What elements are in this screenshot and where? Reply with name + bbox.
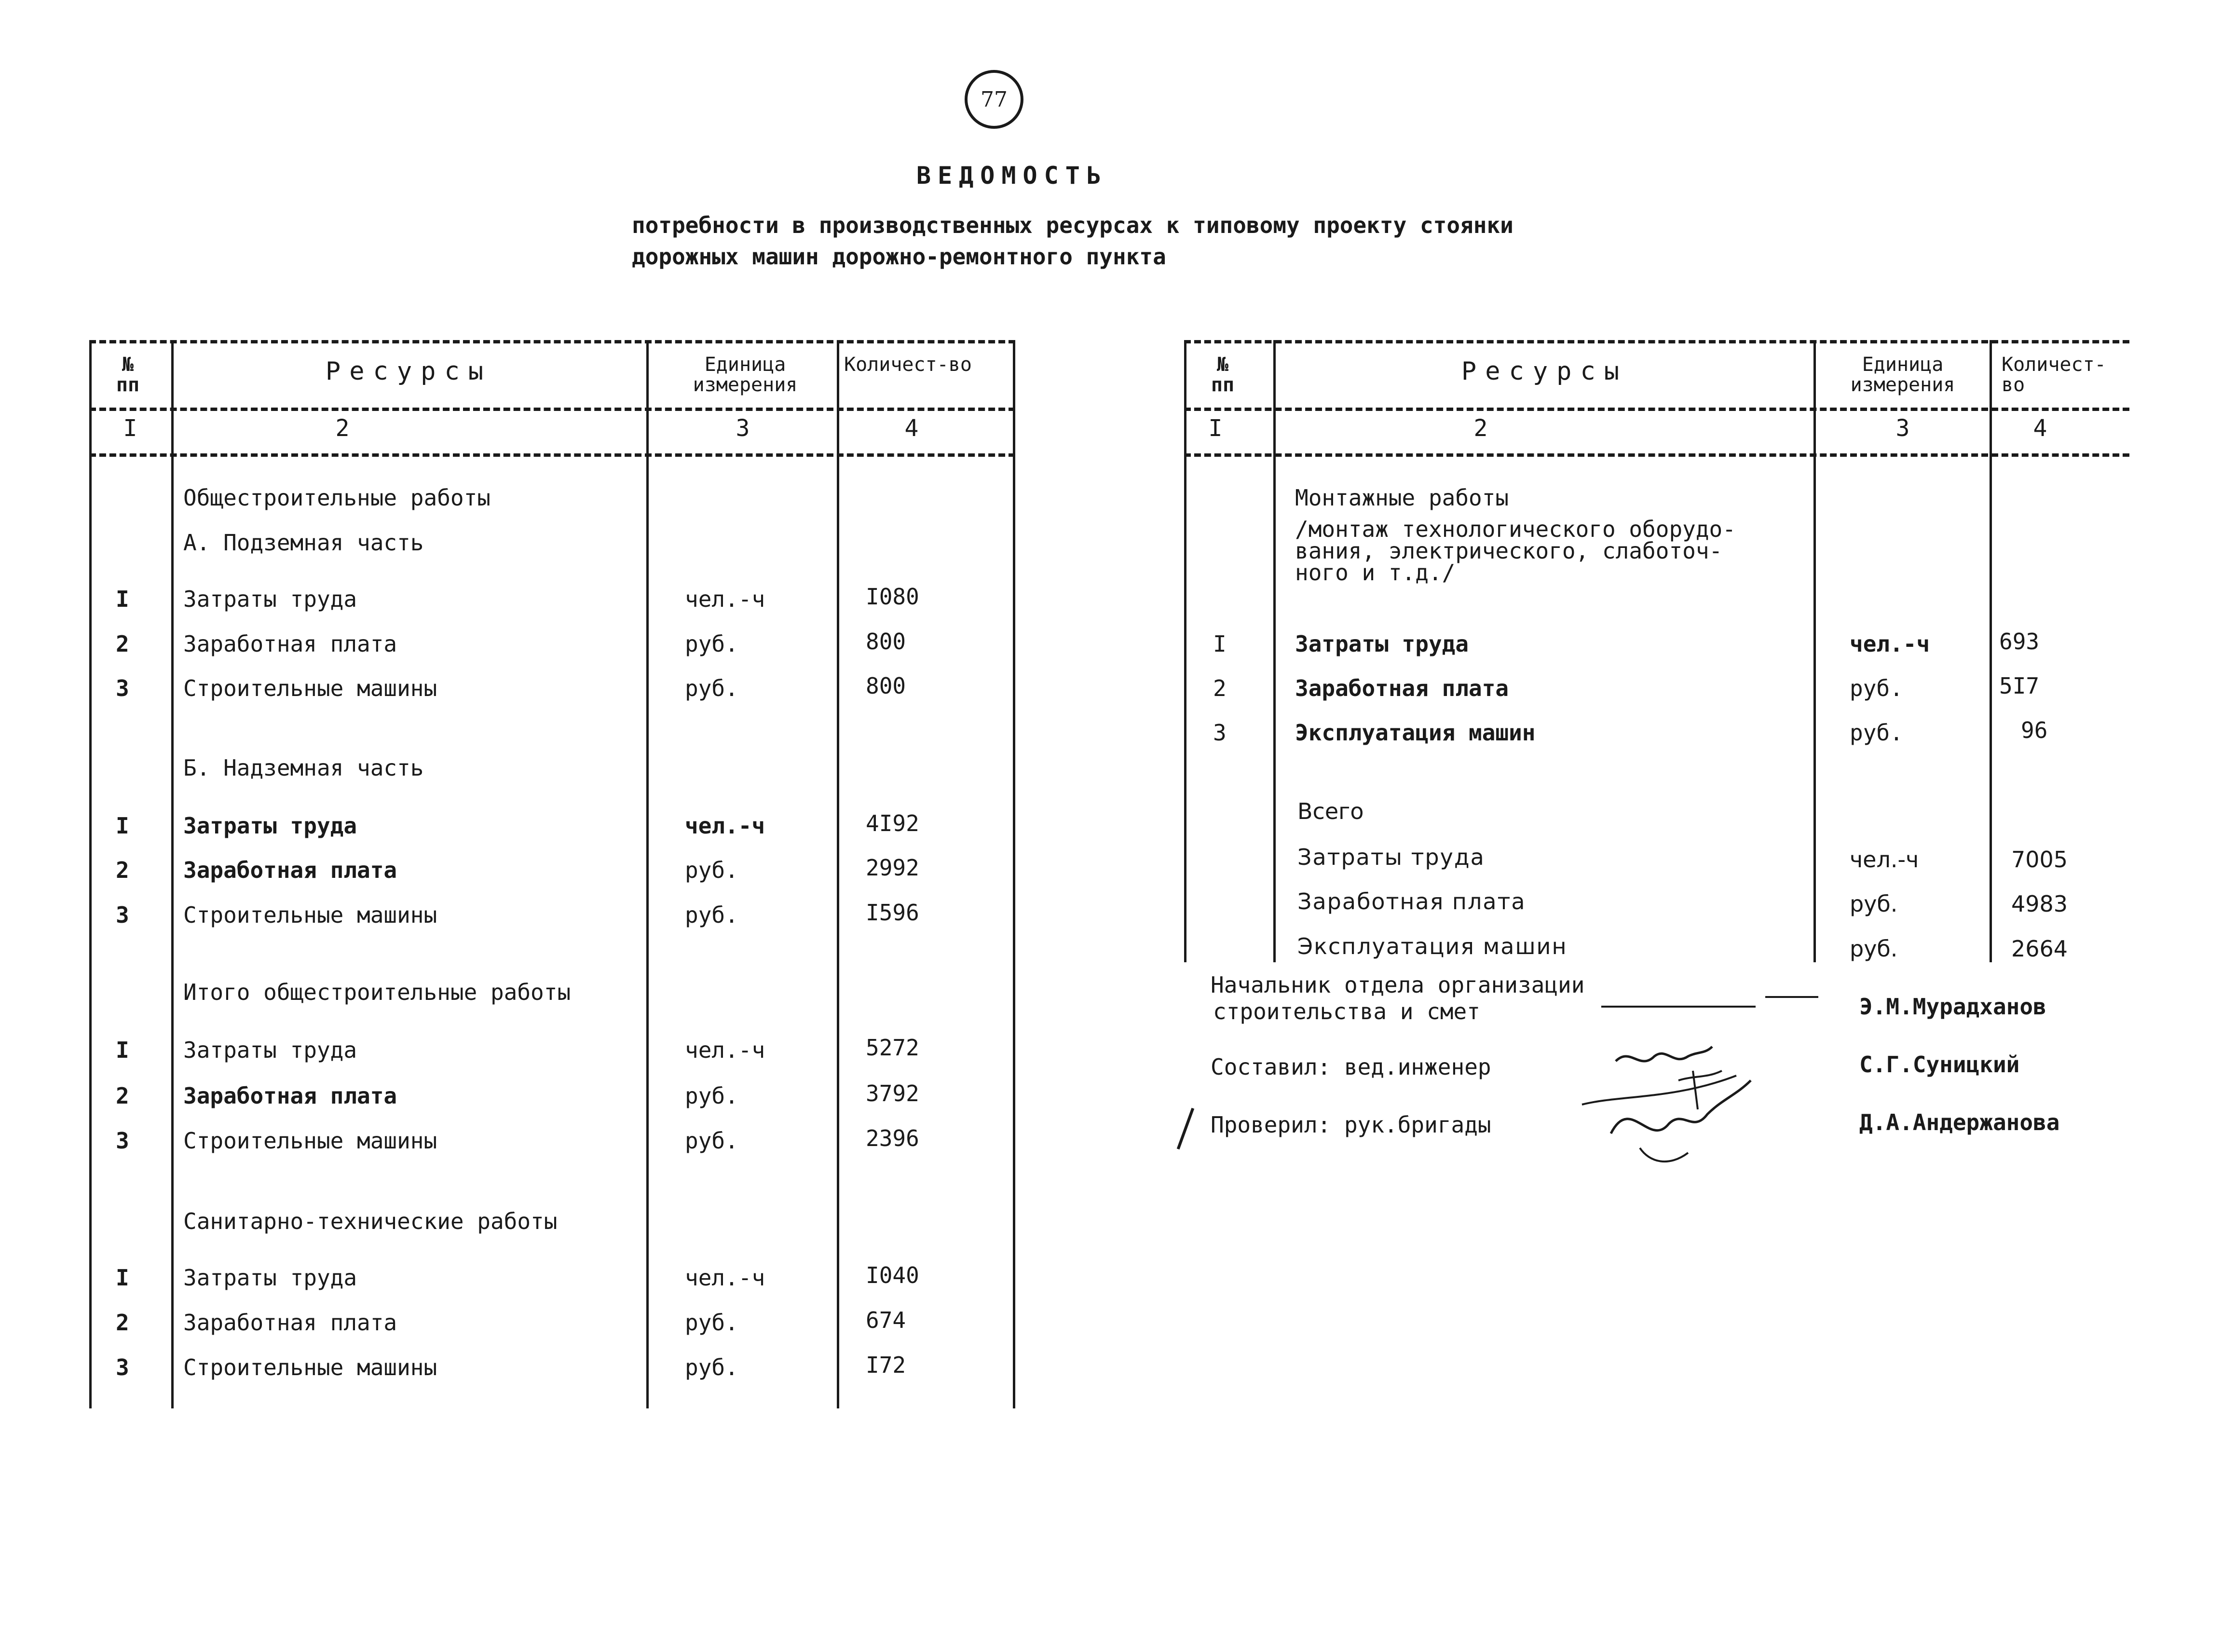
col-unit-index: 3: [736, 415, 750, 442]
col-qty-header: Количест-во: [844, 354, 972, 376]
col-resource-index: 2: [1473, 415, 1488, 442]
checked-title: Проверил: рук.бригады: [1211, 1112, 1491, 1138]
row-unit: руб.: [685, 631, 738, 657]
total-row-name: Эксплуатация машин: [1297, 933, 1568, 959]
mounting-note-line-3: ного и т.д./: [1295, 560, 1456, 586]
row-resource-name: Строительные машины: [183, 902, 437, 928]
row-num: 2: [116, 631, 129, 657]
section-general-works: Общестроительные работы: [183, 485, 491, 511]
composed-title: Составил: вед.инженер: [1211, 1054, 1491, 1080]
head-signature-line: [1601, 1006, 1756, 1008]
col-num-header: № пп: [1211, 354, 1235, 396]
col-num-index: I: [1208, 415, 1223, 442]
row-qty: 5272: [866, 1035, 919, 1061]
row-num: 3: [116, 1128, 129, 1154]
col-resource-index: 2: [335, 415, 350, 442]
handwritten-signature: [1577, 1037, 1780, 1172]
row-qty: 5I7: [1999, 673, 2040, 699]
total-row-name: Затраты труда: [1297, 844, 1485, 870]
row-resource-name: Строительные машины: [183, 1354, 437, 1380]
row-resource-name: Затраты труда: [183, 586, 357, 612]
row-resource-name: Заработная плата: [183, 1310, 397, 1336]
row-unit: руб.: [1850, 675, 1903, 701]
row-qty: 2992: [866, 855, 919, 881]
margin-slash-mark: [1177, 1108, 1194, 1150]
col-unit-header: Единица измерения: [1850, 354, 1955, 396]
row-qty: 800: [866, 673, 906, 699]
row-num: 2: [116, 1083, 129, 1109]
row-qty: 674: [866, 1307, 906, 1333]
row-unit: чел.-ч: [685, 813, 765, 839]
total-row-qty: 2664: [2011, 936, 2068, 962]
mounting-note-line-1: /монтаж технологического оборудо-: [1295, 516, 1736, 542]
total-row-qty: 7005: [2011, 846, 2068, 873]
row-resource-name: Затраты труда: [183, 813, 357, 839]
row-resource-name: Строительные машины: [183, 1128, 437, 1154]
subsection-aboveground: Б. Надземная часть: [183, 755, 424, 781]
row-num: I: [116, 1037, 129, 1063]
row-num: 3: [116, 902, 129, 928]
row-num: 2: [116, 857, 129, 883]
row-resource-name: Заработная плата: [183, 1083, 397, 1109]
row-qty: I040: [866, 1262, 919, 1288]
row-qty: 2396: [866, 1125, 919, 1151]
section-sanitary-works: Санитарно-технические работы: [183, 1208, 558, 1234]
row-resource-name: Заработная плата: [183, 857, 397, 883]
row-unit: чел.-ч: [685, 1265, 765, 1291]
row-resource-name: Затраты труда: [183, 1265, 357, 1291]
row-qty: 4I92: [866, 810, 919, 836]
row-qty: 3792: [866, 1080, 919, 1106]
row-resource-name: Затраты труда: [183, 1037, 357, 1063]
document-title: ВЕДОМОСТЬ: [916, 162, 1108, 190]
row-resource-name: Эксплуатация машин: [1295, 720, 1536, 746]
row-qty: I080: [866, 584, 919, 610]
row-num: 3: [1213, 720, 1227, 746]
row-resource-name: Заработная плата: [1295, 675, 1509, 701]
row-unit: руб.: [685, 1310, 738, 1336]
row-unit: руб.: [685, 902, 738, 928]
row-unit: руб.: [685, 675, 738, 701]
row-qty: 800: [866, 628, 906, 655]
row-unit: руб.: [685, 857, 738, 883]
row-qty: 96: [2021, 717, 2048, 743]
row-unit: руб.: [685, 1128, 738, 1154]
total-row-unit: чел.-ч: [1850, 846, 1919, 873]
total-row-unit: руб.: [1850, 891, 1898, 917]
head-signature-line: [1765, 996, 1818, 998]
col-qty-index: 4: [2033, 415, 2047, 442]
row-num: 2: [116, 1310, 129, 1336]
row-num: I: [116, 813, 129, 839]
col-unit-header: Единица измерения: [693, 354, 798, 396]
head-title-line-1: Начальник отдела организации: [1211, 972, 1585, 998]
col-num-index: I: [123, 415, 137, 442]
total-row-unit: руб.: [1850, 936, 1898, 962]
row-resource-name: Заработная плата: [183, 631, 397, 657]
subtitle-line-2: дорожных машин дорожно-ремонтного пункта: [632, 244, 1166, 270]
row-num: 3: [116, 675, 129, 701]
row-unit: чел.-ч: [685, 1037, 765, 1063]
total-label: Всего: [1297, 798, 1364, 824]
col-unit-index: 3: [1895, 415, 1910, 442]
row-unit: руб.: [685, 1083, 738, 1109]
row-resource-name: Затраты труда: [1295, 631, 1469, 657]
checked-name: Д.А.Андержанова: [1859, 1109, 2060, 1135]
subsection-underground: А. Подземная часть: [183, 530, 424, 556]
section-mounting-works: Монтажные работы: [1295, 485, 1509, 511]
row-unit: руб.: [1850, 720, 1903, 746]
row-qty: I72: [866, 1352, 906, 1378]
total-row-name: Заработная плата: [1297, 888, 1526, 915]
subtitle-line-1: потребности в производственных ресурсах к типовому проекту стоянки: [632, 212, 1513, 238]
page-number: 77: [965, 70, 1023, 129]
row-num: 2: [1213, 675, 1227, 701]
composed-name: С.Г.Суницкий: [1859, 1051, 2020, 1078]
row-resource-name: Строительные машины: [183, 675, 437, 701]
row-qty: I596: [866, 900, 919, 926]
total-row-qty: 4983: [2011, 891, 2068, 917]
row-unit: руб.: [685, 1354, 738, 1380]
col-qty-header: Количест-во: [2002, 354, 2106, 396]
row-unit: чел.-ч: [685, 586, 765, 612]
row-unit: чел.-ч: [1850, 631, 1930, 657]
head-title-line-2: строительства и смет: [1213, 998, 1480, 1024]
row-num: 3: [116, 1354, 129, 1380]
col-resource-header: Ресурсы: [325, 357, 492, 386]
col-num-header: № пп: [116, 354, 140, 396]
row-num: I: [116, 586, 129, 612]
row-qty: 693: [1999, 628, 2040, 655]
mounting-note-line-2: вания, электрического, слаботоч-: [1295, 538, 1723, 564]
row-num: I: [1213, 631, 1227, 657]
head-name: Э.М.Мурадханов: [1859, 994, 2046, 1020]
col-resource-header: Ресурсы: [1461, 357, 1628, 386]
row-num: I: [116, 1265, 129, 1291]
col-qty-index: 4: [904, 415, 919, 442]
total-general-works: Итого общестроительные работы: [183, 979, 571, 1005]
